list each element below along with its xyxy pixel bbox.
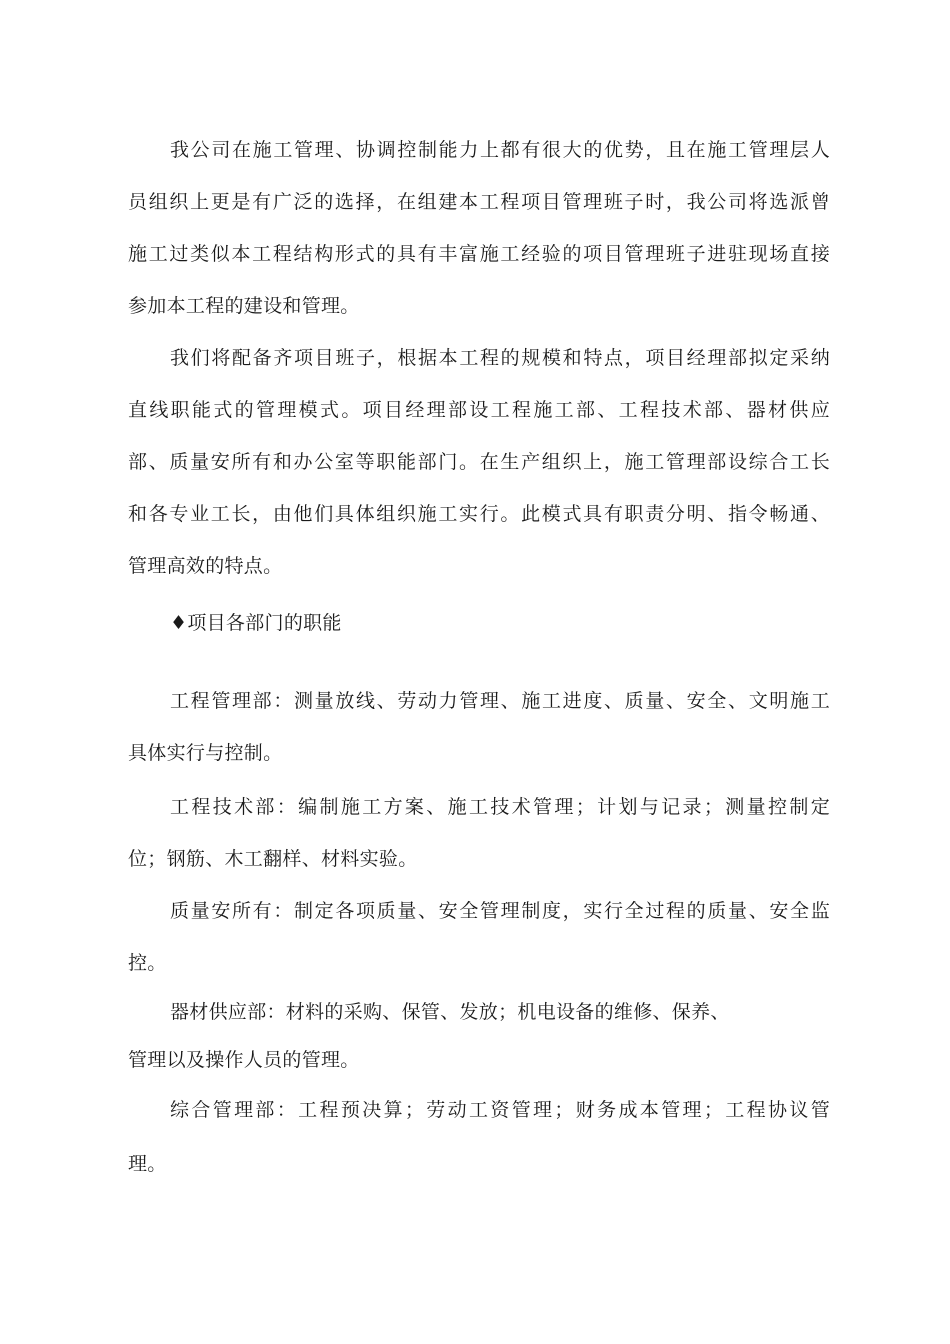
paragraph-2-line-4: 和各专业工长，由他们具体组织施工实行。此模式具有职责分明、指令畅通、: [128, 503, 830, 525]
paragraph-1-line-4: 参加本工程的建设和管理。: [128, 295, 360, 317]
paragraph-2-line-1: 我们将配备齐项目班子，根据本工程的规模和特点，项目经理部拟定采纳: [170, 347, 830, 369]
dept-general-management-line-1: 综合管理部：工程预决算；劳动工资管理；财务成本管理；工程协议管: [170, 1099, 830, 1121]
dept-general-management-line-2: 理。: [128, 1153, 167, 1175]
dept-equipment-supply-line-2: 管理以及操作人员的管理。: [128, 1049, 360, 1071]
paragraph-2-line-3: 部、质量安所有和办公室等职能部门。在生产组织上，施工管理部设综合工长: [128, 451, 830, 473]
paragraph-1-line-1: 我公司在施工管理、协调控制能力上都有很大的优势，且在施工管理层人: [170, 139, 830, 161]
paragraph-1-line-3: 施工过类似本工程结构形式的具有丰富施工经验的项目管理班子进驻现场直接: [128, 243, 830, 265]
paragraph-2-line-5: 管理高效的特点。: [128, 555, 283, 577]
dept-quality-safety-line-2: 控。: [128, 952, 167, 974]
paragraph-1-line-2: 员组织上更是有广泛的选择，在组建本工程项目管理班子时，我公司将选派曾: [128, 191, 830, 213]
section-heading: ♦项目各部门的职能: [170, 612, 342, 634]
dept-engineering-management-line-2: 具体实行与控制。: [128, 742, 283, 764]
dept-engineering-technology-line-2: 位；钢筋、木工翻样、材料实验。: [128, 848, 418, 870]
dept-engineering-technology-line-1: 工程技术部：编制施工方案、施工技术管理；计划与记录；测量控制定: [170, 796, 830, 818]
paragraph-2-line-2: 直线职能式的管理模式。项目经理部设工程施工部、工程技术部、器材供应: [128, 399, 830, 421]
dept-equipment-supply-line-1: 器材供应部：材料的采购、保管、发放；机电设备的维修、保养、: [170, 1001, 730, 1023]
dept-quality-safety-line-1: 质量安所有：制定各项质量、安全管理制度，实行全过程的质量、安全监: [170, 900, 830, 922]
dept-engineering-management-line-1: 工程管理部：测量放线、劳动力管理、施工进度、质量、安全、文明施工: [170, 690, 830, 712]
